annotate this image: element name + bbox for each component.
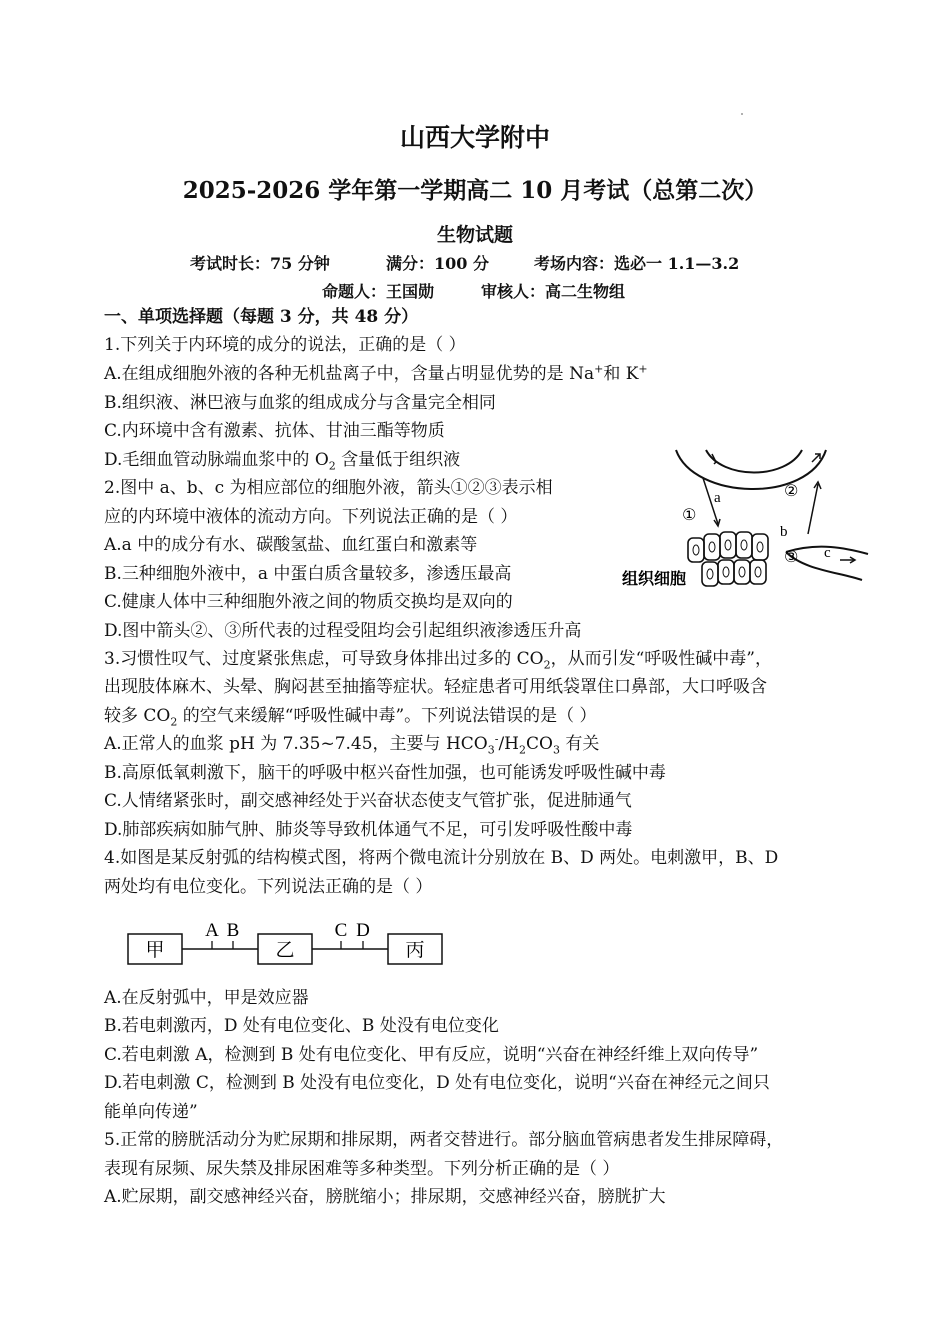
q4-stem-line2: 两处均有电位变化。下列说法正确的是（ ） [104,877,433,897]
q2-option-c: C.健康人体中三种细胞外液之间的物质交换均是双向的 [104,592,513,612]
q1-option-a: A.在组成细胞外液的各种无机盐离子中，含量占明显优势的是 Na+和 K+ [104,362,648,384]
label-b: b [780,524,788,540]
q4-option-a: A.在反射弧中，甲是效应器 [104,988,309,1008]
q2-figure [618,444,873,594]
q5-stem-line1: 5.正常的膀胱活动分为贮尿期和排尿期，两者交替进行。部分脑血管病患者发生排尿障碍， [104,1130,784,1150]
label-arrow-1: ① [682,505,697,524]
label-arrow-2: ② [784,481,799,500]
q4-option-b: B.若电刺激丙，D 处有电位变化、B 处没有电位变化 [104,1016,499,1036]
exam-duration: 考试时长：75 分钟 [190,254,330,273]
q4-stem-line1: 4.如图是某反射弧的结构模式图，将两个微电流计分别放在 B、D 两处。电刺激甲，B、D [104,848,779,868]
q1-stem: 1.下列关于内环境的成分的说法，正确的是（ ） [104,335,466,355]
subject-title: 生物试题 [436,224,513,246]
capillary-outer-wall [676,450,826,489]
capillary-inner-wall [706,450,802,473]
box-jia-label: 甲 [145,939,165,961]
label-arrow-3: ③ [784,547,799,566]
tissue-cells [688,532,768,586]
point-c-label: C [334,920,348,941]
q2-option-b: B.三种细胞外液中，a 中蛋白质含量较多，渗透压最高 [104,564,512,584]
box-yi-label: 乙 [275,939,295,961]
q4-reflex-arc-figure [125,914,450,970]
full-score: 满分：100 分 [386,254,489,273]
q4-option-d-line1: D.若电刺激 C，检测到 B 处没有电位变化，D 处有电位变化，说明“兴奋在神经元之间只 [104,1073,770,1093]
reviewer: 审核人：高二生物组 [481,282,626,301]
capillary-flow-arrow-right [812,454,820,462]
label-c: c [824,545,831,561]
question-author: 命题人：王国勋 [322,282,435,301]
q5-stem-line2: 表现有尿频、尿失禁及排尿困难等多种类型。下列分析正确的是（ ） [104,1159,620,1179]
q3-stem-line2: 出现肢体麻木、头晕、胸闷甚至抽搐等症状。轻症患者可用纸袋罩住口鼻部，大口呼吸含 [104,677,767,697]
q3-option-c: C.人情绪紧张时，副交感神经处于兴奋状态使支气管扩张，促进肺通气 [104,791,632,811]
box-bing-label: 丙 [405,939,425,961]
point-d-label: D [356,920,370,941]
point-b-label: B [226,920,240,941]
q5-option-a: A.贮尿期，副交感神经兴奋，膀胱缩小；排尿期，交感神经兴奋，膀胱扩大 [104,1187,666,1207]
point-a-label: A [205,920,219,941]
q2-option-a: A.a 中的成分有水、碳酸氢盐、血红蛋白和激素等 [104,535,478,555]
q4-option-d-line2: 能单向传递” [104,1102,198,1122]
q3-option-b: B.高原低氧刺激下，脑干的呼吸中枢兴奋性加强，也可能诱发呼吸性碱中毒 [104,763,666,783]
school-name: 山西大学附中 [399,123,550,152]
section-title: 一、单项选择题（每题 3 分，共 48 分） [104,307,419,327]
q1-option-d: D.毛细血管动脉端血浆中的 $O_2$ 含量低于组织液 [104,450,461,473]
q1-option-b: B.组织液、淋巴液与血浆的组成成分与含量完全相同 [104,393,496,413]
tissue-cell-label: 组织细胞 [622,569,687,588]
q2-stem-line2: 应的内环境中液体的流动方向。下列说法正确的是（ ） [104,507,518,527]
q3-stem-line3: 较多 $CO_2$ 的空气来缓解“呼吸性碱中毒”。下列说法错误的是（ ） [104,706,597,729]
q2-stem-line1: 2.图中 a、b、c 为相应部位的细胞外液，箭头①②③表示相 [104,478,553,498]
arrow-2-line [808,484,818,534]
q2-option-d: D.图中箭头②、③所代表的过程受阻均会引起组织液渗透压升高 [104,621,582,641]
q1-option-c: C.内环境中含有激素、抗体、甘油三酯等物质 [104,421,445,441]
q3-stem-line1: 3.习惯性叹气、过度紧张焦虑，可导致身体排出过多的 $CO_2$，从而引发“呼吸性碱中毒”， [104,649,772,672]
label-a: a [714,490,721,506]
q3-option-d: D.肺部疾病如肺气肿、肺炎等导致机体通气不足，可引发呼吸性酸中毒 [104,820,633,840]
scan-speck [741,113,743,115]
q3-option-a: A.正常人的血浆 pH 为 7.35~7.45，主要与 $HCO_3^-/H_2CO_3$ 有关 [104,732,600,757]
exam-title: 2025-2026 学年第一学期高二 10 月考试（总第二次） [182,177,768,204]
q4-option-c: C.若电刺激 A，检测到 B 处有电位变化、甲有反应，说明“兴奋在神经纤维上双向传导” [104,1045,759,1065]
exam-scope: 考场内容：选必一 1.1—3.2 [534,254,740,273]
